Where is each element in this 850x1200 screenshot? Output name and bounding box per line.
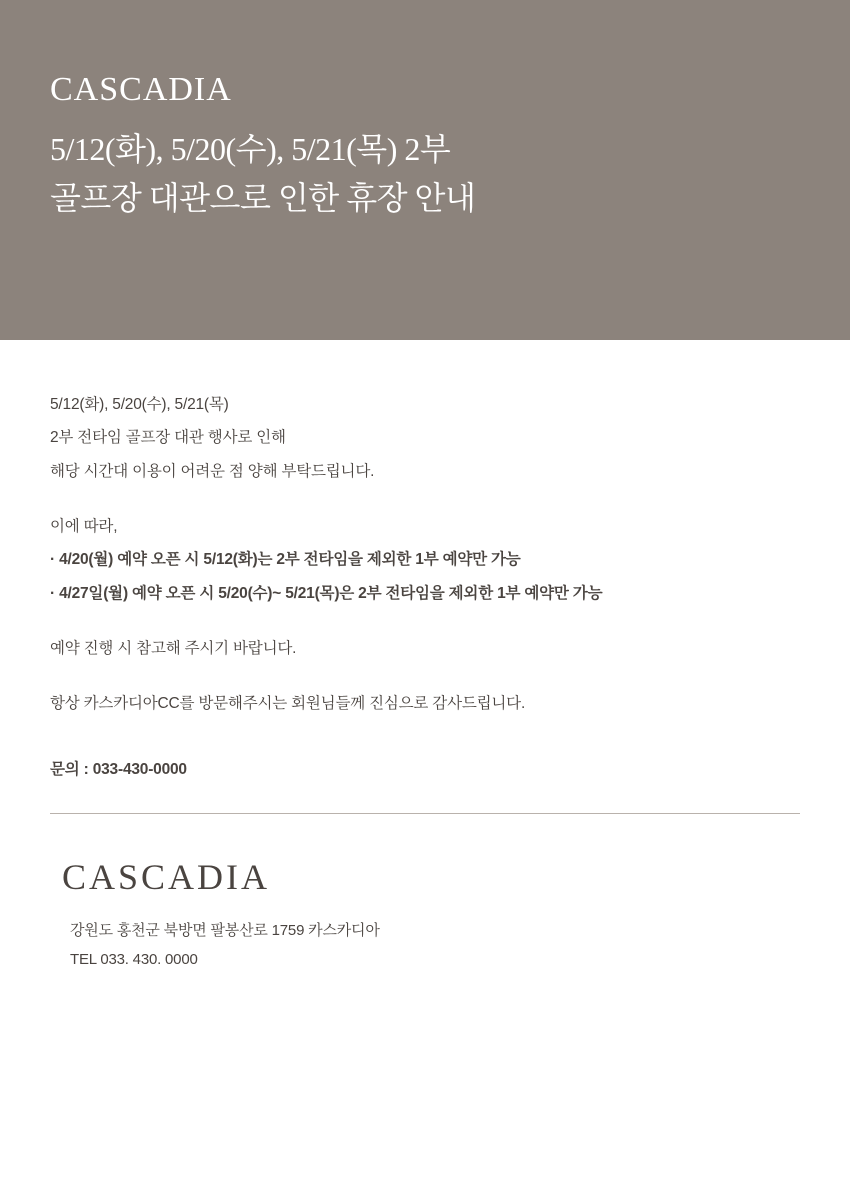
header-title-line-1: 5/12(화), 5/20(수), 5/21(목) 2부: [50, 130, 451, 167]
notice-bullet-2: · 4/27일(월) 예약 오픈 시 5/20(수)~ 5/21(목)은 2부 전타임을 제외한 1부 예약만 가능: [50, 584, 603, 602]
notice-line-apology: 해당 시간대 이용이 어려운 점 양해 부탁드립니다.: [50, 462, 375, 480]
footer-brand-logo: CASCADIA: [62, 856, 271, 897]
footer-tel: TEL 033. 430. 0000: [70, 950, 198, 968]
notice-line-intro: 이에 따라,: [50, 517, 118, 535]
footer: [0, 814, 850, 975]
notice-body: [0, 340, 850, 814]
header-title-line-2: 골프장 대관으로 인한 휴장 안내: [50, 180, 476, 217]
paragraph-block-details: [50, 510, 800, 610]
spacer: [50, 721, 800, 757]
spacer: [50, 665, 800, 687]
paragraph-block-dates: [50, 388, 800, 488]
notice-line-reference: 예약 진행 시 참고해 주시기 바랍니다.: [50, 639, 297, 657]
notice-bullet-1: · 4/20(월) 예약 오픈 시 5/12(화)는 2부 전타임을 제외한 1부 예약만 가능: [50, 551, 521, 569]
contact-phone: 문의 : 033-430-0000: [50, 760, 187, 778]
notice-line-dates: 5/12(화), 5/20(수), 5/21(목): [50, 396, 229, 413]
footer-address: 강원도 홍천군 북방면 팔봉산로 1759 카스카디아: [70, 921, 380, 939]
header-brand-logo: CASCADIA: [50, 71, 232, 108]
header-banner: [0, 0, 850, 340]
notice-line-thanks: 항상 카스카디아CC를 방문해주시는 회원님들께 진심으로 감사드립니다.: [50, 695, 526, 713]
spacer: [50, 610, 800, 632]
notice-line-event: 2부 전타임 골프장 대관 행사로 인해: [50, 429, 286, 447]
spacer: [50, 488, 800, 510]
